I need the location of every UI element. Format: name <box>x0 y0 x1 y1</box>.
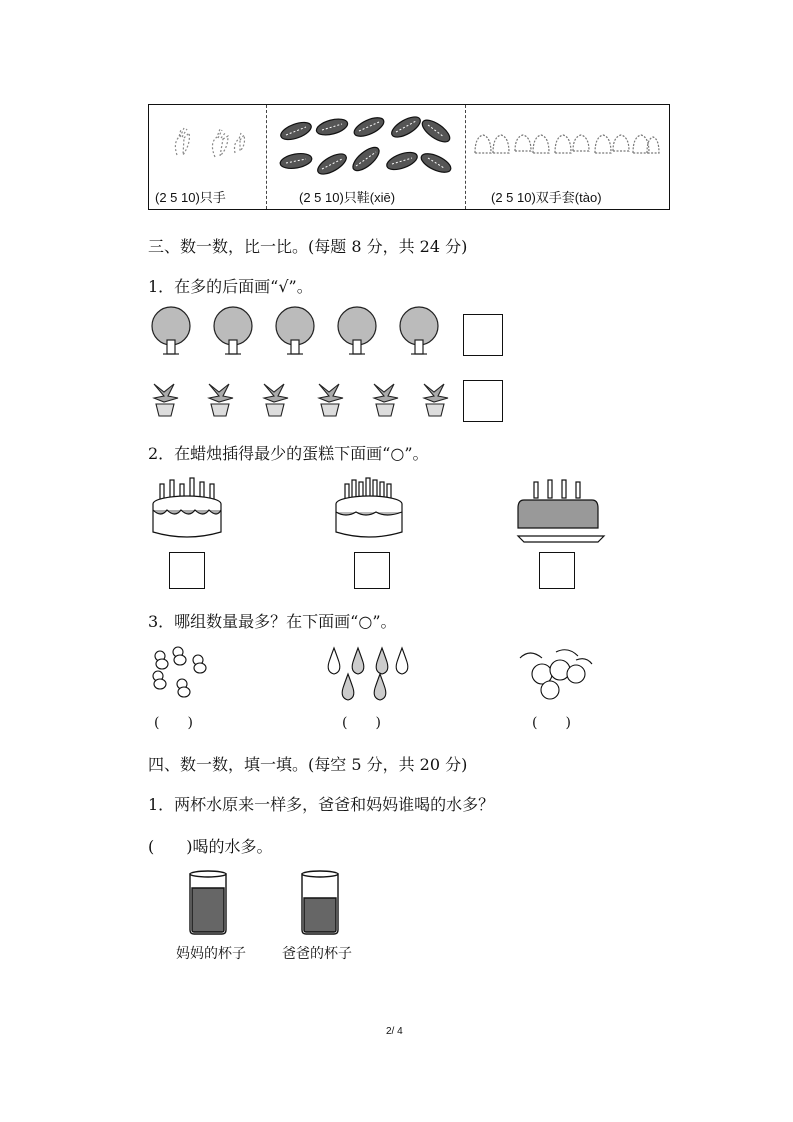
flowerpots-row <box>146 372 456 422</box>
dad-cup <box>300 870 340 936</box>
fruit-cluster <box>516 646 598 702</box>
table-divider <box>266 105 267 209</box>
flowerpots-answer-box[interactable] <box>463 380 503 422</box>
gloves-illustration <box>471 123 661 163</box>
trees-answer-box[interactable] <box>463 314 503 356</box>
mom-cup <box>188 870 228 936</box>
pears-group <box>324 644 414 704</box>
table-divider <box>465 105 466 209</box>
dad-cup-label: 爸爸的杯子 <box>282 945 352 961</box>
section4-answer-line[interactable]: ( )喝的水多。 <box>148 837 273 856</box>
gloves-label: (2 5 10)双手套(tào) <box>491 190 602 205</box>
fruits-answer-paren[interactable]: ( ) <box>532 715 571 731</box>
cake-2 <box>333 476 413 541</box>
shoes-illustration <box>274 109 459 181</box>
section4-heading: 四、数一数，填一填。(每空 5 分，共 20 分) <box>148 755 468 774</box>
page-number: 2/ 4 <box>386 1026 403 1037</box>
mom-cup-label: 妈妈的杯子 <box>176 945 246 961</box>
hands-label: (2 5 10)只手 <box>155 190 226 205</box>
section4-question1: 1．两杯水原来一样多，爸爸和妈妈谁喝的水多？ <box>148 795 495 814</box>
counting-table <box>148 104 670 210</box>
cake-3 <box>516 476 606 546</box>
section3-heading: 三、数一数，比一比。(每题 8 分，共 24 分) <box>148 237 468 256</box>
cake-1 <box>150 476 230 541</box>
section3-question3: 3．哪组数量最多？在下面画“○”。 <box>148 612 397 631</box>
section3-question2: 2．在蜡烛插得最少的蛋糕下面画“○”。 <box>148 444 429 463</box>
cake-1-answer-box[interactable] <box>169 552 205 589</box>
birds-group <box>148 646 218 702</box>
pears-answer-paren[interactable]: ( ) <box>342 715 381 731</box>
section3-question1: 1．在多的后面画“√”。 <box>148 277 313 296</box>
trees-row <box>146 304 456 359</box>
birds-answer-paren[interactable]: ( ) <box>154 715 193 731</box>
shoes-label: (2 5 10)只鞋(xiē) <box>299 190 396 205</box>
cake-3-answer-box[interactable] <box>539 552 575 589</box>
hands-illustration <box>169 125 249 165</box>
cake-2-answer-box[interactable] <box>354 552 390 589</box>
